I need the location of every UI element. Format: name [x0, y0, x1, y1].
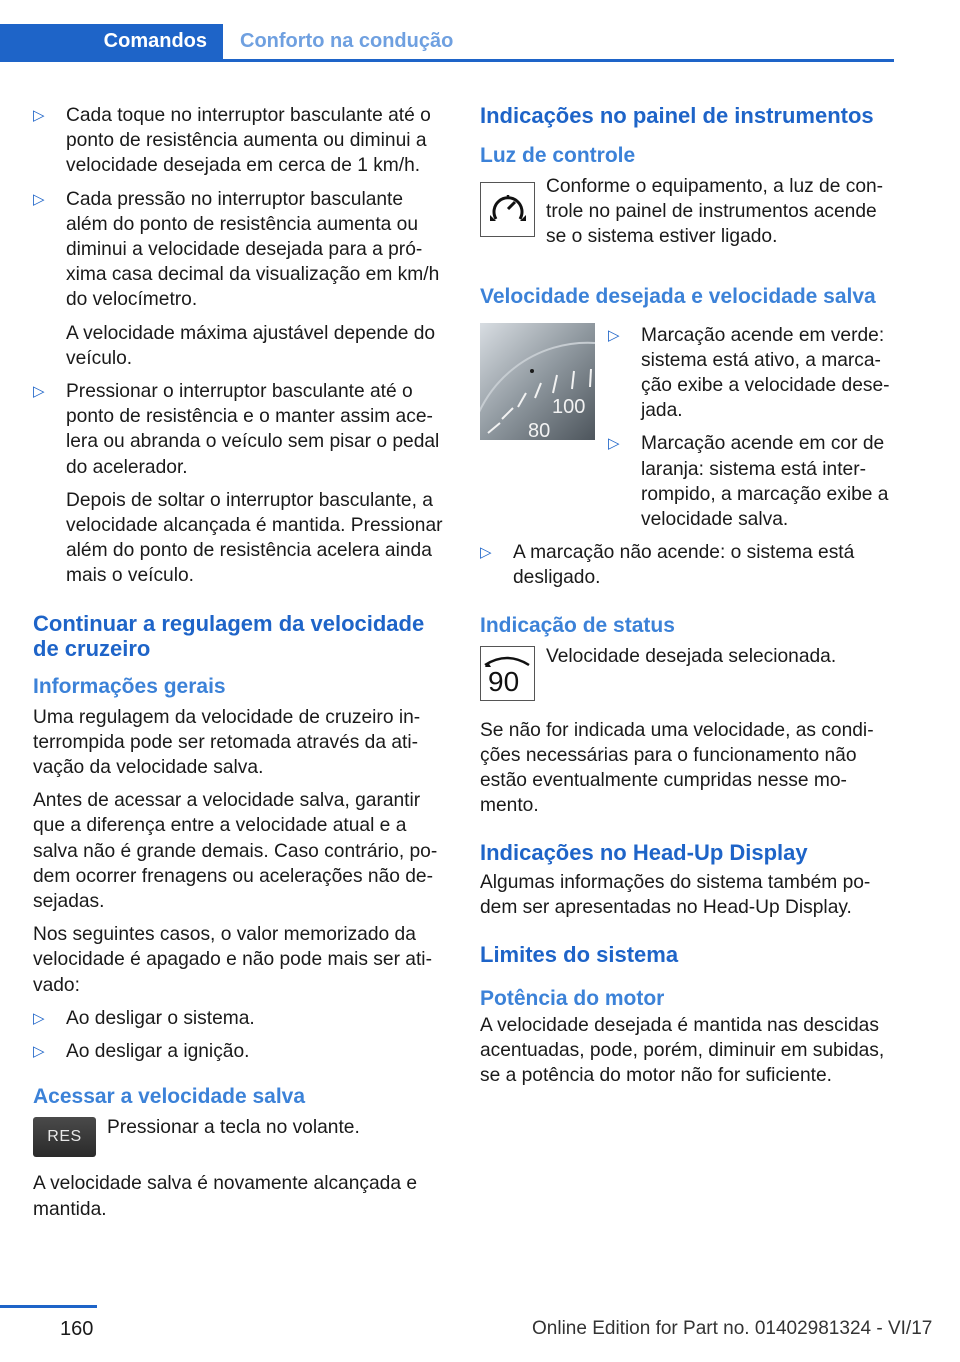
list-item-note: Depois de soltar o interruptor basculante, a velocidade alcançada é mantida. Pressionar além do ponto de resistência acelera ainda mais o veículo. — [66, 489, 443, 587]
heading-continue-cruise: Continuar a regulagem da velocidade de cruzeiro — [33, 610, 425, 662]
heading-control-light: Luz de controle — [480, 143, 636, 167]
paragraph: Antes de acessar a velocidade salva, garantir que a diferença entre a velocidade atual e a salva não é grande demais. Caso contrário, podem ocorrer frenagens ou acelerações não desejadas. — [33, 790, 438, 913]
set-speed-value: 90 — [488, 665, 520, 697]
speed-marking-list — [608, 323, 896, 533]
list-item-text: A marcação não acende: o sistema está desligado. — [513, 542, 855, 589]
paragraph: A velocidade salva é novamente alcançada e mantida. — [33, 1173, 418, 1220]
cruise-control-speedometer-icon — [480, 182, 535, 237]
list-item-text: Ao desligar o sistema. — [66, 1007, 255, 1029]
list-item — [33, 1039, 448, 1064]
bullet-triangle-icon: ▷ — [33, 190, 45, 208]
speedo-label-80: 80 — [528, 419, 551, 440]
heading-instrument-indicators: Indicações no painel de instrumentos — [480, 103, 874, 128]
list-item-text: Marcação acende em cor de laranja: sistema está interrompido, a marcação exibe a velocidade salva. — [641, 433, 889, 530]
res-button-label: RES — [47, 1128, 82, 1146]
header-rule — [0, 59, 894, 62]
list-item — [33, 1006, 448, 1031]
res-button-icon — [33, 1117, 96, 1157]
bullet-triangle-icon: ▷ — [33, 1043, 45, 1061]
speed-off-list — [480, 540, 896, 590]
erase-cases-list — [33, 1006, 448, 1064]
list-item — [33, 187, 448, 371]
status-text: Velocidade desejada selecionada. — [546, 645, 837, 667]
paragraph: Algumas informações do sistema também podem ser apresentadas no Head-Up Display. — [480, 871, 871, 919]
list-item-text: Cada toque no interruptor basculante até o ponto de resistência aumenta ou diminui a velocidade desejada em cerca de 1 km/h. — [66, 105, 431, 177]
bullet-triangle-icon: ▷ — [608, 326, 620, 344]
bullet-triangle-icon: ▷ — [33, 1009, 45, 1027]
speedometer-image — [480, 323, 595, 440]
page-header — [0, 0, 960, 62]
speed-marking-row — [480, 323, 896, 533]
tab-comandos[interactable]: Comandos — [0, 24, 223, 59]
status-row — [480, 644, 896, 712]
heading-status-indicator: Indicação de status — [480, 613, 675, 637]
tab-conforto-na-conducao[interactable]: Conforto na condução — [240, 30, 454, 52]
list-item-text: Ao desligar a ignição. — [66, 1041, 250, 1063]
paragraph: Uma regulagem da velocidade de cruzeiro interrompida pode ser retomada através da ativação da velocidade salva. — [33, 706, 421, 779]
list-item-text: Marcação acende em verde: sistema está ativo, a marcação exibe a velocidade desejada. — [641, 324, 890, 422]
paragraph: Se não for indicada uma velocidade, as condições necessárias para o funcionamento não estão eventualmente cumpridas nesse momento. — [480, 719, 874, 817]
page-number: 160 — [60, 1318, 94, 1340]
res-row — [33, 1115, 448, 1167]
list-item — [608, 323, 896, 424]
list-item-text: Pressionar o interruptor basculante até o ponto de resistência e o manter assim acelera ou abranda o veículo sem pisar o pedal do acelerador. — [66, 381, 440, 478]
list-item — [480, 540, 896, 590]
rocker-switch-list — [33, 103, 448, 589]
bullet-triangle-icon: ▷ — [33, 383, 45, 401]
heading-engine-power: Potência do motor — [480, 986, 665, 1010]
res-instruction: Pressionar a tecla no volante. — [107, 1117, 360, 1139]
heading-hud-indicators: Indicações no Head-Up Display — [480, 840, 808, 866]
list-item-text: Cada pressão no interruptor basculante além do ponto de resistência aumenta ou diminui a velocidade desejada para a próxima casa decimal da visualização em km/h do velocímetro. — [66, 188, 440, 311]
paragraph: Nos seguintes casos, o valor memorizado da velocidade é apagado e não pode mais ser ativado: — [33, 924, 432, 996]
set-speed-status-icon — [480, 646, 535, 701]
heading-general-info: Informações gerais — [33, 674, 226, 698]
edition-note: Online Edition for Part no. 01402981324 - VI/17 — [532, 1318, 933, 1339]
bullet-triangle-icon: ▷ — [33, 107, 45, 124]
bullet-triangle-icon: ▷ — [608, 435, 620, 453]
control-light-text: Conforme o equipamento, a luz de controle no painel de instrumentos acende se o sistema estiver ligado. — [546, 175, 884, 247]
paragraph: A velocidade desejada é mantida nas descidas acentuadas, pode, porém, diminuir em subidas, se a potência do motor não for suficiente. — [480, 1014, 885, 1087]
bullet-triangle-icon: ▷ — [480, 544, 492, 562]
heading-access-saved-speed: Acessar a velocidade salva — [33, 1085, 306, 1109]
list-item — [33, 103, 448, 179]
control-light-row — [480, 174, 896, 258]
right-column — [480, 103, 896, 1096]
list-item-note: A velocidade máxima ajustável depende do veículo. — [66, 322, 436, 369]
list-item — [33, 379, 448, 589]
list-item — [608, 431, 896, 532]
left-column — [33, 103, 448, 1230]
speedo-label-100: 100 — [552, 395, 586, 418]
heading-desired-speed: Velocidade desejada e velocidade salva — [480, 284, 876, 308]
footer-rule — [0, 1305, 97, 1308]
heading-system-limits: Limites do sistema — [480, 942, 679, 968]
